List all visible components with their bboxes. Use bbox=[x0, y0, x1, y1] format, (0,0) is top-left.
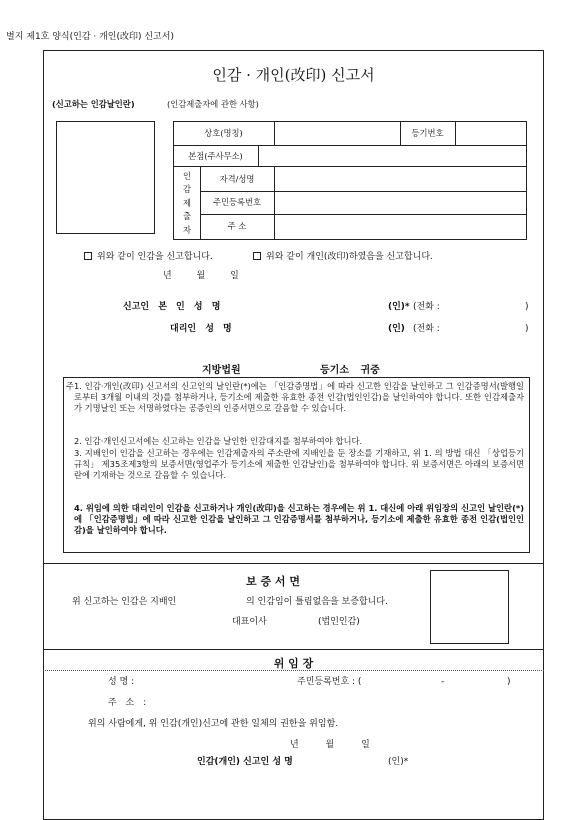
guarantee-text-a: 위 신고하는 인감은 지배인 bbox=[72, 597, 177, 607]
info-area-label: (인감제출자에 관한 사항) bbox=[167, 99, 259, 109]
head-office-label: 본점(주사무소) bbox=[188, 151, 243, 161]
signer-proxy-label: 대리인 성 명 bbox=[170, 324, 232, 334]
address-label: 주 소 bbox=[227, 221, 247, 231]
registry-label: 등기소 귀중 bbox=[320, 365, 380, 376]
check-change[interactable] bbox=[253, 252, 433, 263]
proxy-resident-close: ) bbox=[507, 677, 511, 687]
proxy-signer-label: 인감(개인) 신고인 성 명 bbox=[197, 757, 293, 767]
proxy-address-label: 주 소 : bbox=[108, 698, 147, 708]
court-label: 지방법원 bbox=[202, 365, 241, 376]
signer-proxy-seal: (인) bbox=[388, 324, 405, 334]
form-header: 별지 제1호 양식(인감 · 개인(改印) 신고서) bbox=[6, 32, 174, 42]
reg-number-label: 등기번호 bbox=[411, 128, 444, 138]
proxy-signer-seal: (인)* bbox=[388, 757, 409, 767]
date-line: 년 월 일 bbox=[163, 271, 239, 281]
register-checkbox[interactable] bbox=[84, 252, 92, 260]
guarantee-seal-box[interactable] bbox=[430, 570, 509, 644]
proxy-name-label: 성 명 : bbox=[108, 677, 135, 687]
signer-self-phone: (전화 : bbox=[413, 302, 440, 312]
person-side-label: 인감제출자 bbox=[182, 171, 191, 235]
signer-self-phone-close: ) bbox=[525, 302, 529, 312]
signer-proxy-phone-close: ) bbox=[525, 324, 529, 334]
check-change-text: 위와 같이 개인(改印)하였음을 신고합니다. bbox=[266, 252, 433, 262]
check-register-text: 위와 같이 인감을 신고합니다. bbox=[97, 252, 213, 262]
note-4: 4. 위임에 의한 대리인이 인감을 신고하거나 개인(改印)을 신고하는 경우에는 위 1. 대신에 아래 위임장의 신고인 날인란(*)에 「인감증명법」에 따라 신고한 인감을 날인하고 그 인감증명서를 첨부하거나, 등기소에 제출한 유효한 종전 인감(법인인감)을 날인하여야 합니다. bbox=[74, 503, 524, 536]
note-3: 3. 지배인이 인감을 신고하는 경우에는 인감제출자의 주소란에 지배인을 둔 장소를 기재하고, 위 1. 의 방법 대신 「상업등기규칙」 제35조제3항의 보증서면(영업주가 등기소에 제출한 인감날인)을 첨부하여야 합니다. 위 보증서면은 아래의 보증서면란에 기재하는 것으로 갈음할 수 있습니다. bbox=[74, 448, 524, 481]
form-title: 인감 · 개인(改印) 신고서 bbox=[212, 66, 375, 84]
guarantee-rep: 대표이사 bbox=[232, 617, 267, 627]
proxy-resident-label: 주민등록번호 : ( bbox=[297, 677, 362, 687]
signer-self-seal: (인)* bbox=[388, 302, 410, 312]
seal-box[interactable] bbox=[56, 121, 155, 234]
notes-marker: 주 bbox=[66, 381, 75, 391]
proxy-delegation: 위의 사람에게, 위 인감(개인)신고에 관한 일체의 권한을 위임함. bbox=[88, 719, 339, 729]
seal-area-label: (신고하는 인감날인란) bbox=[52, 99, 135, 109]
note-1: 1. 인감·개인(改印) 신고서의 신고인의 날인란(*)에는 「인감증명법」에 따라 신고한 인감을 날인하고 그 인감증명서(발행일로부터 3개월 이내의 것)를 첨부하거나, 등기소에 제출한 유효한 종전 인감(법인인감)을 날인하여야 합니다. 또한 인감제출자가 기명날인 또는 서명하였다는 공증인의 인증서면으로 갈음할 수 있습니다. bbox=[74, 381, 524, 414]
qualification-name-label: 자격/성명 bbox=[219, 174, 255, 184]
guarantee-title: 보 증 서 면 bbox=[246, 575, 300, 588]
trade-name-label: 상호(명칭) bbox=[204, 128, 243, 138]
signer-proxy-phone: (전화 : bbox=[413, 324, 440, 334]
guarantee-corp-seal: (법인인감) bbox=[318, 617, 360, 627]
proxy-title: 위 임 장 bbox=[273, 657, 314, 670]
resident-number-label: 주민등록번호 bbox=[212, 197, 262, 207]
note-2: 2. 인감·개인신고서에는 신고하는 인감을 날인한 인감대지를 첨부하여야 합니다. bbox=[74, 436, 363, 446]
proxy-date-line: 년 월 일 bbox=[290, 740, 370, 750]
proxy-resident-dash: - bbox=[441, 677, 445, 687]
guarantee-text-b: 의 인감임이 틀림없음을 보증합니다. bbox=[246, 597, 388, 607]
change-checkbox[interactable] bbox=[253, 252, 261, 260]
signer-self-label: 신고인 본 인 성 명 bbox=[123, 302, 221, 312]
check-register[interactable] bbox=[84, 252, 213, 263]
